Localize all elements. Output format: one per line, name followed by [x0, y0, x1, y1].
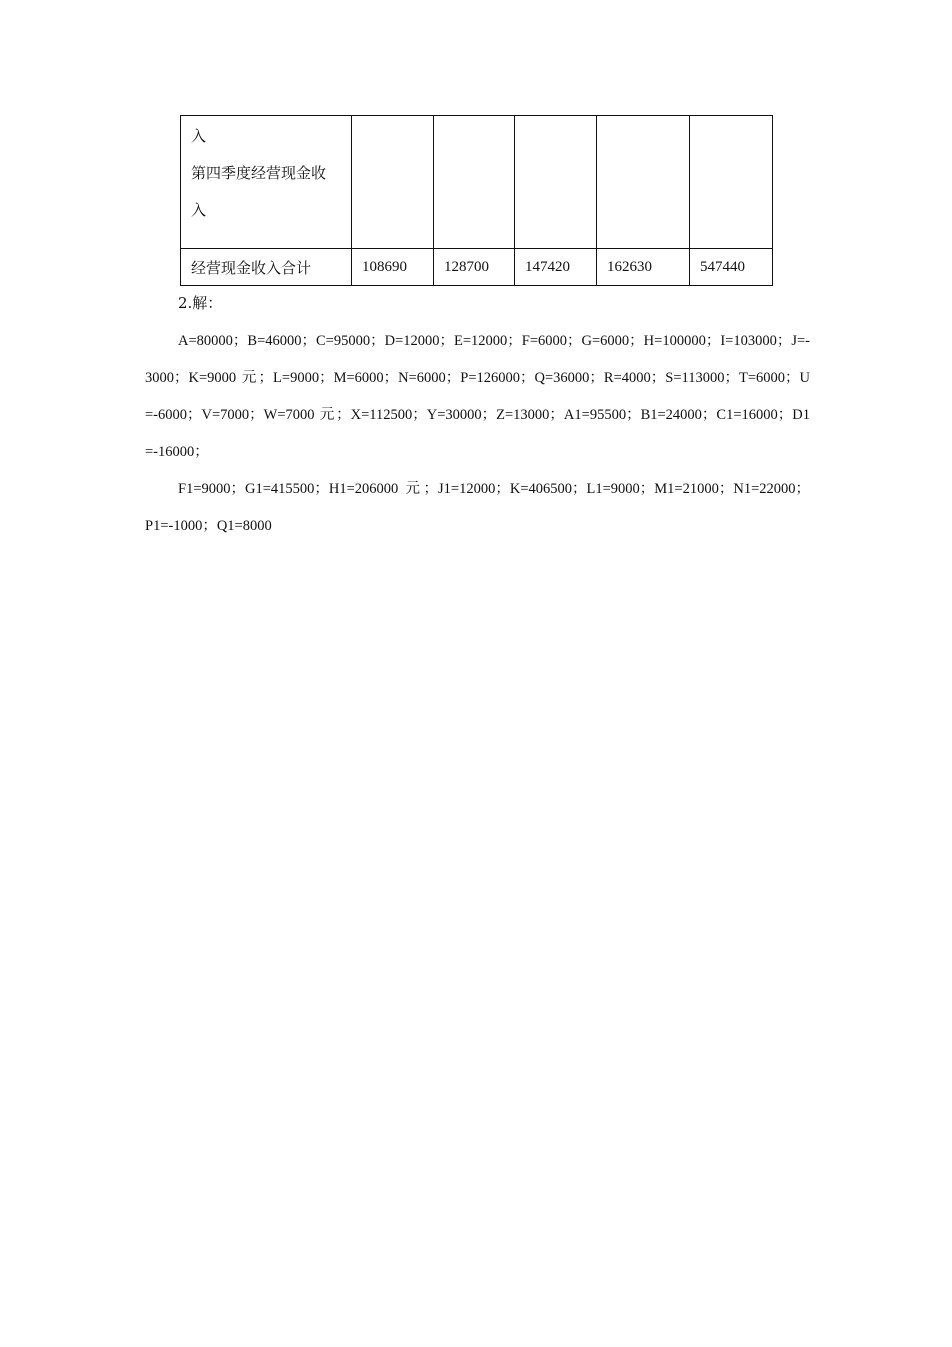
section-heading: 2.解： [178, 294, 223, 312]
row-label-total: 经营现金收入合计 [181, 249, 352, 286]
table-cell [515, 116, 597, 249]
table-cell [597, 116, 690, 249]
answer-paragraph-1: A=80000；B=46000；C=95000；D=12000；E=12000；F=6000；G=6000；H=100000；I=103000；J=-3000；K=9000 元；L=9000；M=6000；N=6000；P=126000；Q=36000；R=4000；S=113000；T=6000；U=-6000；V=7000；W=7000 元；X=112500；Y=30000；Z=13000；A1=95500；B1=24000；C1=16000；D1=-16000； [145, 333, 810, 460]
operating-cash-income-table [180, 115, 773, 286]
table-cell-q1: 108690 [352, 249, 434, 286]
table-cell [434, 116, 515, 249]
table-row-q4-income [181, 116, 773, 249]
table-cell-q2: 128700 [434, 249, 515, 286]
table-cell-q4: 162630 [597, 249, 690, 286]
answer-block [145, 323, 810, 545]
table-cell-q3: 147420 [515, 249, 597, 286]
table-cell [352, 116, 434, 249]
table-cell-total: 547440 [690, 249, 773, 286]
table-row-total [181, 249, 773, 286]
answer-paragraph-2: F1=9000；G1=415500；H1=206000 元；J1=12000；K=406500；L1=9000；M1=21000；N1=22000；P1=-1000；Q1=8000 [145, 481, 810, 534]
label-line: 入 [191, 127, 207, 145]
row-label-q4-income [181, 116, 352, 249]
label-line: 第四季度经营现金收 [191, 164, 327, 182]
label-line: 入 [191, 201, 207, 219]
table-cell [690, 116, 773, 249]
